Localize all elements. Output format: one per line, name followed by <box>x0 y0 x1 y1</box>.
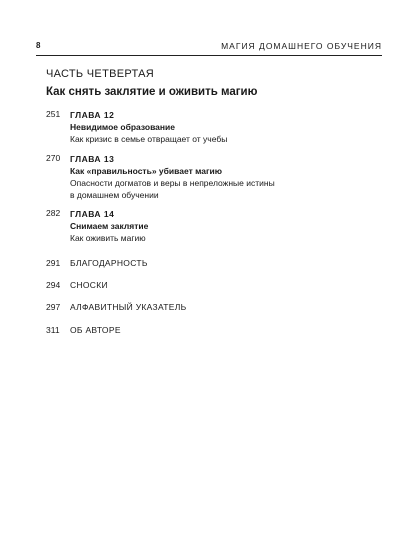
toc-entry-acknowledgments[interactable] <box>0 258 410 272</box>
toc-page-number: 297 <box>46 302 61 312</box>
toc-page-number: 294 <box>46 280 61 290</box>
toc-page-number: 291 <box>46 258 61 268</box>
chapter-title: Как «правильность» убивает магию <box>70 166 223 176</box>
chapter-subtitle-line-1: Опасности догматов и веры в непреложные истины <box>70 178 275 188</box>
chapter-label: ГЛАВА 14 <box>70 209 115 219</box>
running-head: МАГИЯ ДОМАШНЕГО ОБУЧЕНИЯ <box>221 41 382 51</box>
back-matter-title: СНОСКИ <box>70 280 108 290</box>
back-matter-title: АЛФАВИТНЫЙ УКАЗАТЕЛЬ <box>70 302 187 312</box>
back-matter-title: ОБ АВТОРЕ <box>70 325 121 335</box>
chapter-label: ГЛАВА 13 <box>70 154 115 164</box>
toc-entry-index[interactable] <box>0 302 410 316</box>
toc-page-number: 251 <box>46 109 61 119</box>
chapter-title: Невидимое образование <box>70 122 175 132</box>
chapter-subtitle-line-2: в домашнем обучении <box>70 190 159 200</box>
back-matter-title: БЛАГОДАРНОСТЬ <box>70 258 148 268</box>
chapter-subtitle: Как оживить магию <box>70 233 146 243</box>
toc-page-number: 311 <box>46 325 60 335</box>
part-label: ЧАСТЬ ЧЕТВЕРТАЯ <box>46 68 155 80</box>
chapter-subtitle: Как кризис в семье отвращает от учебы <box>70 134 228 144</box>
toc-entry-about-author[interactable] <box>0 325 410 339</box>
toc-entry-chapter-12[interactable] <box>0 109 410 145</box>
page-number: 8 <box>36 41 41 50</box>
chapter-label: ГЛАВА 12 <box>70 110 115 120</box>
chapter-title: Снимаем заклятие <box>70 221 149 231</box>
toc-entry-notes[interactable] <box>0 280 410 294</box>
header-rule <box>36 55 382 56</box>
toc-page-number: 270 <box>46 153 61 163</box>
toc-page-number: 282 <box>46 208 61 218</box>
toc-entry-chapter-14[interactable] <box>0 208 410 244</box>
toc-entry-chapter-13[interactable] <box>0 153 410 201</box>
part-title: Как снять заклятие и оживить магию <box>46 86 258 98</box>
